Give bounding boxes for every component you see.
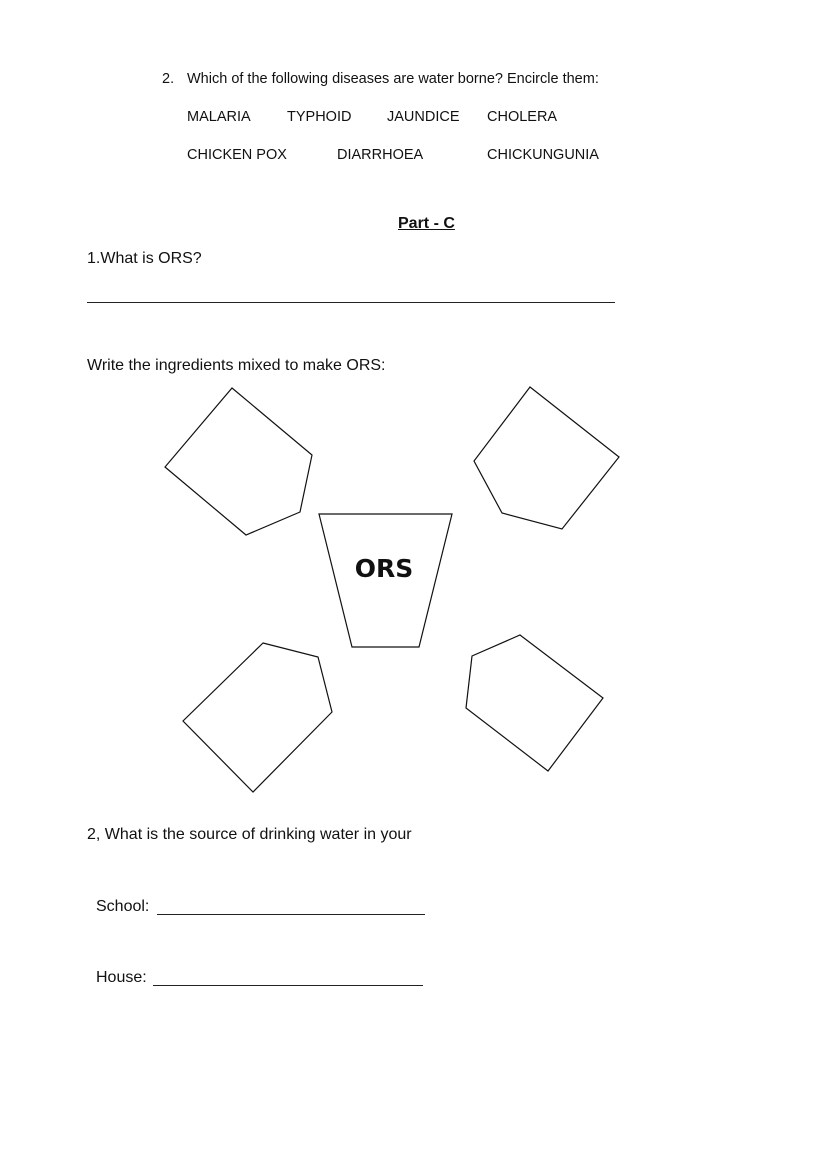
disease-option-cholera[interactable]: CHOLERA [487, 109, 558, 125]
ingredient-box-top-right[interactable] [474, 387, 619, 529]
ors-cup-label: ORS [354, 554, 414, 583]
disease-option-chickungunia[interactable]: CHICKUNGUNIA [487, 147, 599, 163]
question-ors: 1.What is ORS? [87, 250, 202, 267]
school-answer-line[interactable] [157, 914, 425, 915]
house-label: House: [96, 969, 147, 986]
question-2-text: Which of the following diseases are water borne? Encircle them: [187, 71, 599, 87]
ingredient-box-bottom-right[interactable] [466, 635, 603, 771]
question-2-number: 2. [162, 71, 175, 87]
disease-option-malaria[interactable]: MALARIA [187, 109, 251, 125]
disease-option-typhoid[interactable]: TYPHOID [287, 109, 352, 125]
ingredients-prompt: Write the ingredients mixed to make ORS: [87, 357, 386, 374]
school-label: School: [96, 898, 150, 915]
house-answer-line[interactable] [153, 985, 423, 986]
disease-option-chicken-pox[interactable]: CHICKEN POX [187, 147, 287, 163]
part-c-title: Part - C [398, 215, 455, 232]
question-water-source: 2, What is the source of drinking water in your [87, 826, 412, 843]
disease-option-jaundice[interactable]: JAUNDICE [387, 109, 460, 125]
ingredient-box-bottom-left[interactable] [183, 643, 332, 792]
disease-option-diarrhoea[interactable]: DIARRHOEA [337, 147, 424, 163]
ingredient-box-top-left[interactable] [165, 388, 312, 535]
